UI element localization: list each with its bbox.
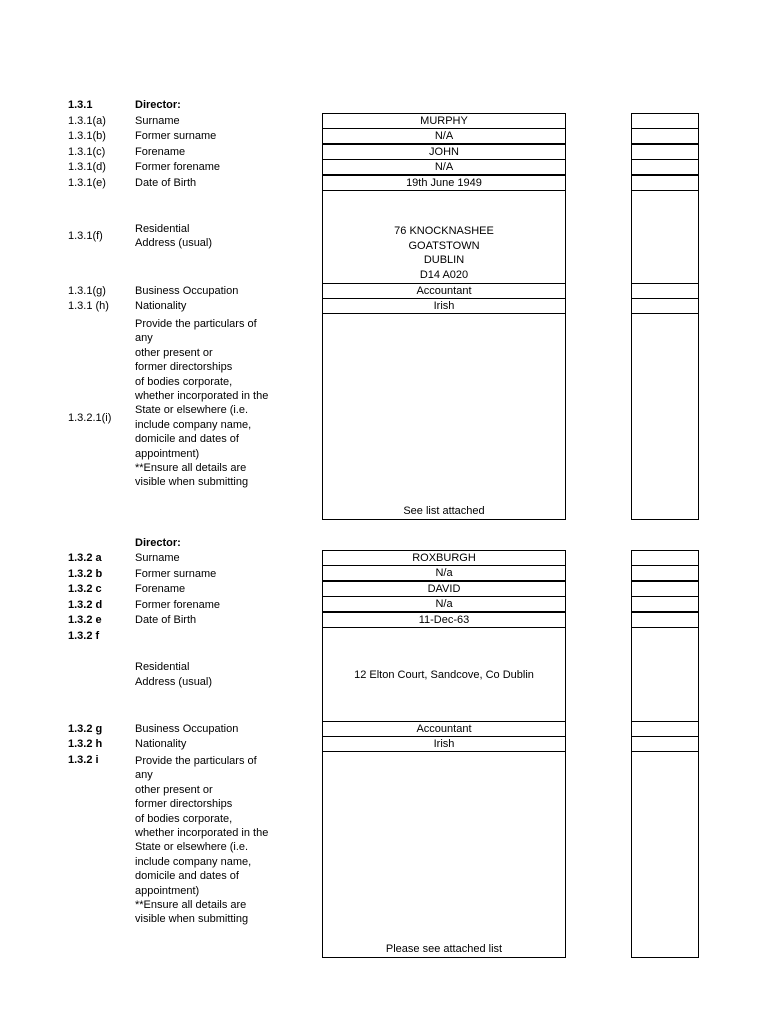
field-value: Irish [433,300,455,312]
field-number: 1.3.1(f) [68,230,103,242]
surname-field[interactable] [322,550,566,566]
field-label: Forename [135,146,186,158]
field-label: Former surname [135,130,217,142]
field-number: 1.3.2 c [68,583,102,595]
residential-address-field[interactable] [322,190,566,284]
field-label: Business Occupation [135,285,239,297]
side-box[interactable] [631,550,699,566]
field-value: 76 KNOCKNASHEE GOATSTOWN DUBLIN D14 A020 [394,225,494,281]
side-box[interactable] [631,721,699,737]
side-box[interactable] [631,298,699,314]
side-box[interactable] [631,565,699,581]
field-label: Former forename [135,161,220,173]
side-box[interactable] [631,128,699,144]
field-label: Surname [135,552,180,564]
field-number: 1.3.1 (h) [68,300,109,312]
field-number: 1.3.2 g [68,723,103,735]
field-label: Residential [135,661,190,673]
field-label: Date of Birth [135,614,197,626]
nationality-field[interactable] [322,298,566,314]
field-value: 12 Elton Court, Sandcove, Co Dublin [354,668,534,681]
field-number: 1.3.1(a) [68,115,106,127]
field-label: Residential [135,223,190,235]
directorships-instructions: Provide the particulars of any other present or former directorships of bodies corporate, whether incorporated in the State or elsewhere (i.e. include company name, domicile and dates of appointment) **Ensure all details are visible when submitting [135,318,269,489]
field-label: Former forename [135,599,220,611]
field-label: Date of Birth [135,177,197,189]
field-value: JOHN [429,146,459,158]
field-value: MURPHY [420,115,468,127]
field-value: Please see attached list [385,943,503,955]
business-occupation-field[interactable] [322,283,566,299]
side-box[interactable] [631,159,699,175]
field-value: 19th June 1949 [406,177,482,189]
date-of-birth-field[interactable] [322,612,566,628]
side-box[interactable] [631,113,699,129]
field-value: See list attached [403,505,485,517]
field-label: Business Occupation [135,723,239,735]
residential-address-field[interactable] [322,627,566,722]
field-value: N/a [435,598,453,610]
field-label: Nationality [135,738,187,750]
field-number: 1.3.2.1(i) [68,412,112,424]
side-box[interactable] [631,144,699,160]
field-label: Address (usual) [135,676,213,688]
side-box[interactable] [631,627,699,722]
field-number: 1.3.2 a [68,552,102,564]
field-value: 11-Dec-63 [418,614,470,626]
field-number: 1.3.2 i [68,754,99,766]
other-directorships-field[interactable] [322,751,566,958]
field-label: Former surname [135,568,217,580]
section-number: 1.3.1 [68,99,93,111]
side-box[interactable] [631,736,699,752]
side-box[interactable] [631,612,699,628]
field-value: N/a [435,567,453,579]
field-number: 1.3.2 b [68,568,103,580]
field-value: N/A [434,161,454,173]
field-label: Address (usual) [135,237,213,249]
side-box[interactable] [631,283,699,299]
field-value: ROXBURGH [412,552,476,564]
field-value: Accountant [416,285,472,297]
section-heading: Director: [135,537,181,549]
former-forename-field[interactable] [322,159,566,175]
field-number: 1.3.1(g) [68,285,106,297]
former-surname-field[interactable] [322,565,566,581]
section-heading: Director: [135,99,181,111]
field-number: 1.3.1(d) [68,161,106,173]
field-number: 1.3.1(e) [68,177,106,189]
date-of-birth-field[interactable] [322,175,566,191]
surname-field[interactable] [322,113,566,129]
field-value: N/A [434,130,454,142]
nationality-field[interactable] [322,736,566,752]
side-box[interactable] [631,190,699,284]
field-label: Nationality [135,300,187,312]
field-label: Surname [135,115,180,127]
field-number: 1.3.2 e [68,614,102,626]
field-number: 1.3.2 h [68,738,103,750]
field-label: Forename [135,583,186,595]
forename-field[interactable] [322,581,566,597]
field-value: DAVID [427,583,461,595]
field-number: 1.3.1(c) [68,146,106,158]
field-number: 1.3.2 d [68,599,103,611]
directorships-instructions: Provide the particulars of any other present or former directorships of bodies corporate, whether incorporated in the State or elsewhere (i.e. include company name, domicile and dates of appointment) **Ensure all details are visible when submitting [135,755,269,926]
side-box[interactable] [631,581,699,597]
field-value: Irish [433,738,455,750]
side-box[interactable] [631,596,699,612]
field-number: 1.3.1(b) [68,130,106,142]
other-directorships-field[interactable] [322,313,566,520]
former-surname-field[interactable] [322,128,566,144]
field-number: 1.3.2 f [68,630,100,642]
business-occupation-field[interactable] [322,721,566,737]
side-box[interactable] [631,751,699,958]
side-box[interactable] [631,175,699,191]
field-value: Accountant [416,723,472,735]
forename-field[interactable] [322,144,566,160]
side-box[interactable] [631,313,699,520]
former-forename-field[interactable] [322,596,566,612]
